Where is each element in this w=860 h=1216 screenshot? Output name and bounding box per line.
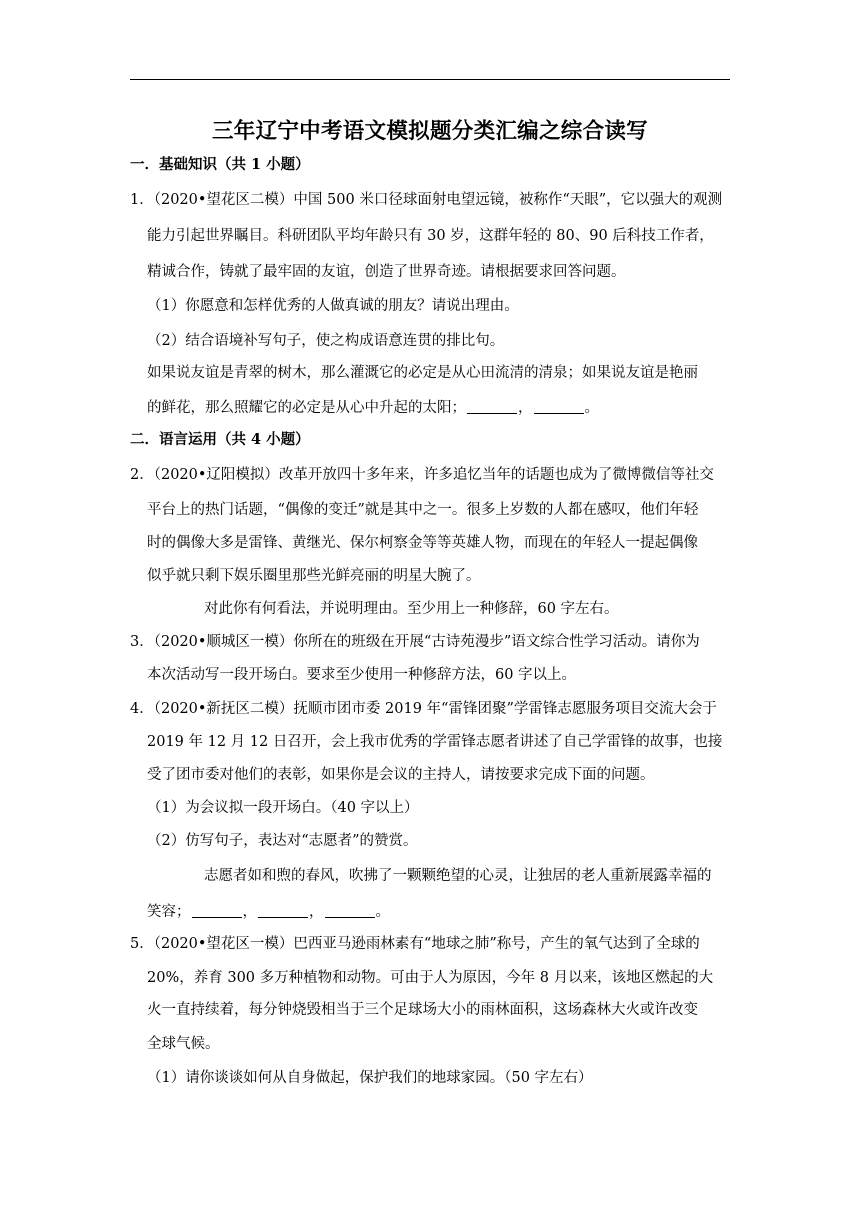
question-1-passage-line-1: 如果说友谊是青翠的树木，那么灌溉它的必定是从心田流清的清泉；如果说友谊是艳丽	[147, 365, 698, 381]
question-2-line-1: 2．（2020•辽阳模拟）改革开放四十多年来，许多追忆当年的话题也成为了微博微信等社交	[130, 467, 714, 483]
answer-blank-2[interactable]	[534, 399, 584, 414]
header-rule	[130, 79, 730, 80]
question-2-prompt: 对此你有何看法，并说明理由。至少用上一种修辞，60 字左右。	[204, 601, 619, 617]
section-heading-basic-knowledge: 一．基础知识（共 1 小题）	[130, 156, 310, 173]
question-5-line-1: 5．（2020•望花区一模）巴西亚马逊雨林素有“地球之肺”称号，产生的氧气达到了全球的	[130, 936, 700, 952]
question-4-passage-line-2	[147, 902, 390, 922]
question-4-passage-line-1: 志愿者如和煦的春风，吹拂了一颗颗绝望的心灵，让独居的老人重新展露幸福的	[204, 868, 712, 884]
question-4-subquestion-1: （1）为会议拟一段开场白。（40 字以上）	[147, 800, 419, 816]
end-mark: 。	[375, 904, 390, 920]
answer-blank-3[interactable]	[325, 903, 375, 918]
answer-blank-1[interactable]	[192, 903, 242, 918]
question-1-subquestion-2: （2）结合语境补写句子，使之构成语意连贯的排比句。	[147, 333, 505, 349]
question-1-line-2: 能力引起世界瞩目。科研团队平均年龄只有 30 岁，这群年轻的 80、90 后科技工作者，	[147, 228, 714, 244]
question-4-line-2: 2019 年 12 月 12 日召开，会上我市优秀的学雷锋志愿者讲述了自己学雷锋的故事，也接	[147, 734, 723, 750]
question-1-line-3: 精诚合作，铸就了最牢固的友谊，创造了世界奇迹。请根据要求回答问题。	[147, 264, 626, 280]
question-3-line-2: 本次活动写一段开场白。要求至少使用一种修辞方法，60 字以上。	[147, 667, 577, 683]
passage-text: 的鲜花，那么照耀它的必定是从心中升起的太阳；	[147, 400, 466, 416]
question-1-subquestion-1: （1）你愿意和怎样优秀的人做真诚的朋友？请说出理由。	[147, 298, 519, 314]
end-mark: 。	[584, 400, 599, 416]
question-5-line-4: 全球气候。	[147, 1036, 220, 1052]
question-4-subquestion-2: （2）仿写句子，表达对“志愿者”的赞赏。	[147, 833, 418, 849]
question-4-line-3: 受了团市委对他们的表彰，如果你是会议的主持人，请按要求完成下面的问题。	[147, 767, 655, 783]
question-1-passage-line-2	[147, 398, 599, 418]
question-2-line-2: 平台上的热门话题，“偶像的变迁”就是其中之一。很多上岁数的人都在感叹，他们年轻	[147, 502, 699, 518]
separator: ，	[242, 904, 257, 920]
question-2-line-3: 时的偶像大多是雷锋、黄继光、保尔柯察金等等英雄人物，而现在的年轻人一提起偶像	[147, 535, 698, 551]
separator: ，	[309, 904, 324, 920]
answer-blank-1[interactable]	[467, 399, 517, 414]
question-3-line-1: 3．（2020•顺城区一模）你所在的班级在开展“古诗苑漫步”语文综合性学习活动。请你为	[130, 634, 700, 650]
question-2-line-4: 似乎就只剩下娱乐圈里那些光鲜亮丽的明星大腕了。	[147, 568, 481, 584]
question-5-subquestion-1: （1）请你谈谈如何从自身做起，保护我们的地球家园。（50 字左右）	[147, 1070, 593, 1086]
answer-blank-2[interactable]	[258, 903, 308, 918]
passage-text: 笑容；	[147, 904, 191, 920]
separator: ，	[518, 400, 533, 416]
question-5-line-3: 火一直持续着，每分钟烧毁相当于三个足球场大小的雨林面积，这场森林大火或许改变	[147, 1002, 698, 1018]
page-title: 三年辽宁中考语文模拟题分类汇编之综合读写	[211, 119, 648, 144]
question-5-line-2: 20%，养育 300 多万种植物和动物。可由于人为原因，今年 8 月以来，该地区燃起的大	[147, 970, 714, 986]
section-heading-language-use: 二．语言运用（共 4 小题）	[130, 431, 310, 448]
question-1-line-1: 1．（2020•望花区二模）中国 500 米口径球面射电望远镜，被称作“天眼”，它以强大的观测	[130, 192, 723, 208]
question-4-line-1: 4．（2020•新抚区二模）抚顺市团市委 2019 年“雷锋团聚”学雷锋志愿服务项目交流大会于	[130, 701, 717, 717]
